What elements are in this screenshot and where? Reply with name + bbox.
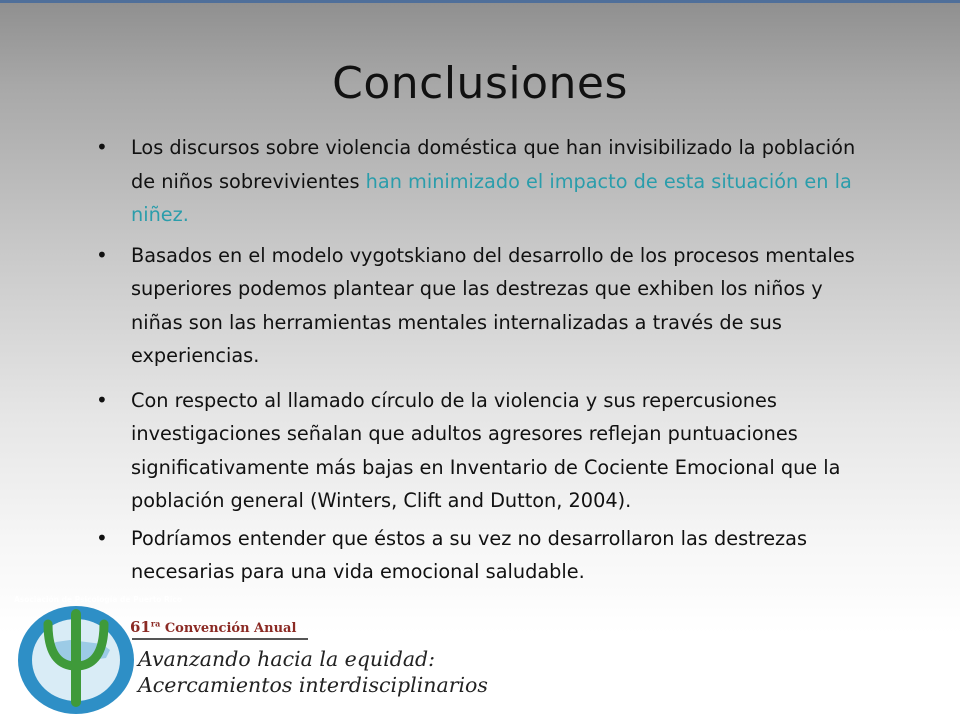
motto-line-2: Acercamientos interdisciplinarios [138, 673, 488, 697]
bullet-item-4 [96, 522, 866, 589]
convention-suffix: ra [150, 618, 161, 629]
bullet-item-1 [96, 131, 866, 232]
convention-motto [138, 646, 488, 698]
bullet-item-2 [96, 239, 866, 373]
slide-title: Conclusiones [332, 58, 628, 109]
bullet-4-text: Podríamos entender que éstos a su vez no desarrollaron las destrezas necesarias para una vida emocional saludable. [131, 526, 808, 583]
bullet-item-3 [96, 384, 866, 518]
convention-label [130, 618, 296, 636]
bullet-1-highlight: han minimizado el impacto de esta situación en la niñez. [131, 169, 852, 226]
top-border-line [0, 0, 960, 3]
convention-text: Convención Anual [164, 621, 297, 636]
convention-number: 61 [130, 618, 151, 636]
convention-divider [132, 638, 308, 640]
bullet-3-text: Con respecto al llamado círculo de la violencia y sus repercusiones investigaciones señalan que adultos agresores reflejan puntuaciones significativamente más bajas en Inventario de Cociente Emocional que la población general (Winters, Clift and Dutton, 2004). [131, 388, 841, 512]
logo-ring-text: Asociación de Psicología de Puerto Rico [14, 595, 182, 604]
bullet-2-text: Basados en el modelo vygotskiano del desarrollo de los procesos mentales superiores podemos plantear que las destrezas que exhiben los niños y niñas son las herramientas mentales internalizadas a través de sus experiencias. [131, 243, 855, 367]
bullet-list [96, 131, 866, 589]
bullet-1-text: Los discursos sobre violencia doméstica que han invisibilizado la población de niños sobrevivientes [131, 136, 856, 193]
motto-line-1: Avanzando hacia la equidad: [138, 647, 436, 671]
